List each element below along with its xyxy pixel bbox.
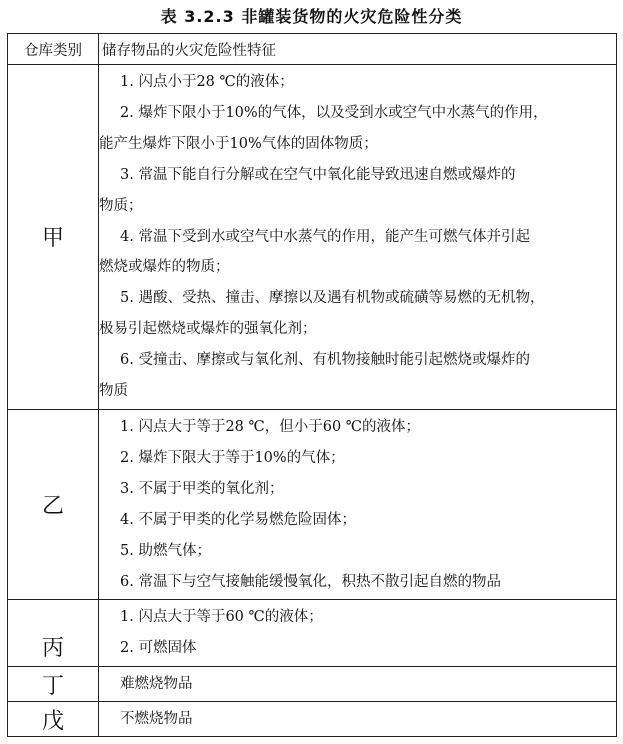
feature-cell [99, 667, 617, 702]
feature-line: 6. 常温下与空气接触能缓慢氧化，积热不散引起自燃的物品 [120, 573, 501, 590]
table-row-yi [8, 409, 617, 599]
feature-line: 1. 闪点小于28 ℃的液体； [120, 74, 294, 90]
table-row-jia [8, 65, 617, 410]
feature-line: 极易引起燃烧或爆炸的强氧化剂； [99, 321, 317, 338]
feature-cell [99, 65, 617, 410]
feature-line: 不燃烧物品 [120, 711, 193, 728]
feature-line: 1. 闪点大于等于28 ℃，但小于60 ℃的液体； [120, 418, 421, 435]
feature-line: 物质； [99, 197, 143, 214]
table-title: 表 3.2.3 非罐装货物的火灾危险性分类 [160, 7, 463, 26]
feature-line: 2. 爆炸下限大于等于10%的气体； [120, 449, 345, 466]
feature-line: 5. 遇酸、受热、撞击、摩擦以及遇有机物或硫磺等易燃的无机物， [120, 290, 545, 307]
category-cell: 丙 [8, 600, 99, 667]
feature-cell [99, 600, 617, 667]
feature-line: 难燃烧物品 [120, 676, 193, 693]
feature-line: 3. 不属于甲类的氧化剂； [120, 480, 284, 497]
feature-cell [99, 409, 617, 599]
feature-line: 2. 爆炸下限小于10%的气体，以及受到水或空气中水蒸气的作用， [120, 104, 548, 121]
feature-line: 能产生爆炸下限小于10%气体的固体物质； [99, 135, 378, 152]
table-row-ding [8, 667, 617, 702]
feature-line: 2. 可燃固体 [120, 640, 197, 657]
header-feature: 储存物品的火灾危险性特征 [99, 34, 617, 65]
category-cell: 戊 [8, 702, 99, 737]
feature-line: 3. 常温下能自行分解或在空气中氧化能导致迅速自燃或爆炸的 [120, 166, 516, 183]
hazard-classification-table [7, 33, 617, 737]
feature-line: 4. 常温下受到水或空气中水蒸气的作用，能产生可燃气体并引起 [120, 228, 530, 245]
category-cell: 甲 [8, 65, 99, 410]
feature-line: 物质 [99, 383, 128, 400]
feature-line: 1. 闪点大于等于60 ℃的液体； [120, 609, 323, 626]
header-category: 仓库类别 [8, 34, 99, 65]
feature-line: 6. 受撞击、摩擦或与氧化剂、有机物接触时能引起燃烧或爆炸的 [120, 352, 530, 369]
category-cell: 乙 [8, 409, 99, 599]
table-header-row [8, 34, 617, 65]
feature-line: 燃烧或爆炸的物质； [99, 259, 230, 276]
table-row-wu [8, 702, 617, 737]
feature-line: 5. 助燃气体； [120, 542, 211, 559]
category-cell: 丁 [8, 667, 99, 702]
feature-cell [99, 702, 617, 737]
table-row-bing [8, 600, 617, 667]
feature-line: 4. 不属于甲类的化学易燃危险固体； [120, 511, 356, 528]
